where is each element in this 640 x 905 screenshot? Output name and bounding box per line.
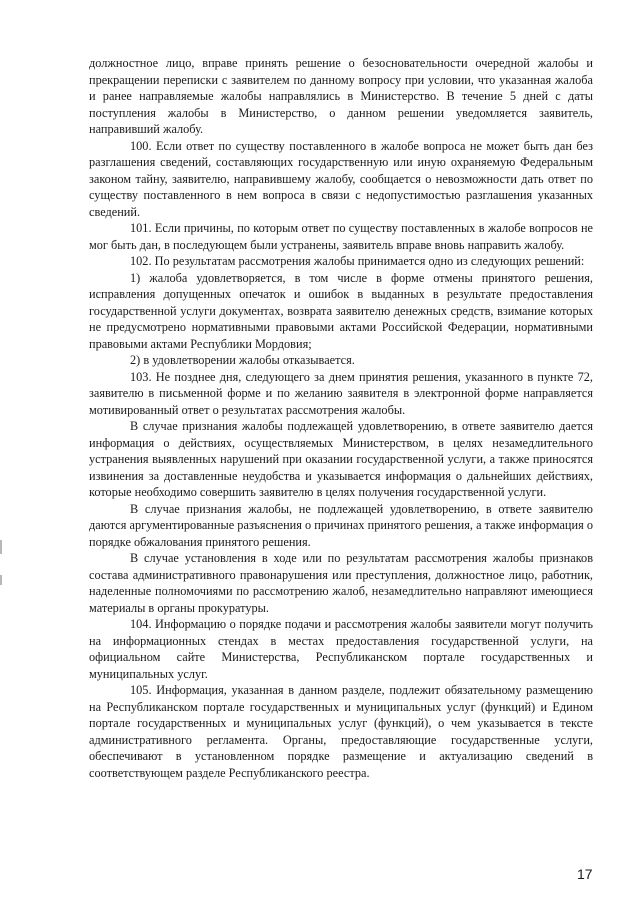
paragraph-102: 102. По результатам рассмотрения жалобы принимается одно из следующих решений: (130, 254, 585, 268)
paragraph-100: 100. Если ответ по существу поставленного в жалобе вопроса не может быть дан без разглашения сведений, составляющих государственную или иную охраняемую Федеральным законом тайну, заявителю, направившему жалобу, сообщается о невозможности дать ответ по существу поставленного в нем вопроса в связи с недопустимостью разглашения указанных сведений. (89, 138, 593, 219)
page-number: 17 (577, 866, 593, 882)
scan-binding-mark (0, 575, 2, 585)
document-body (89, 55, 593, 781)
paragraph-105: 105. Информация, указанная в данном разделе, подлежит обязательному размещению на Республиканском портале государственных и муниципальных услуг (функций) и Едином портале государственных и муниципальных услуг (функций), о чем указывается в тексте административного регламента. Органы, предоставляющие государственные услуги, обеспечивают в установленном порядке размещение и актуализацию сведений в соответствующем разделе Республиканского реестра. (89, 683, 593, 780)
paragraph-103-rejected: В случае признания жалобы, не подлежащей удовлетворению, в ответе заявителю даются аргументированные разъяснения о причинах принятого решения, а также информация о порядке обжалования принятого решения. (89, 501, 593, 549)
scan-binding-mark (0, 540, 2, 554)
paragraph-101: 101. Если причины, по которым ответ по существу поставленных в жалобе вопросов не мог быть дан, в последующем были устранены, заявитель вправе вновь направить жалобу. (89, 221, 593, 252)
paragraph-103-violation: В случае установления в ходе или по результатам рассмотрения жалобы признаков состава административного правонарушения или преступления, должностное лицо, работник, наделенные полномочиями по рассмотрению жалоб, незамедлительно направляют имеющиеся материалы в органы прокуратуры. (89, 551, 593, 615)
paragraph-104: 104. Информацию о порядке подачи и рассмотрения жалобы заявители могут получить на информационных стендах в местах предоставления государственной услуги, на официальном сайте Министерства, Республиканском портале государственных и муниципальных услуг. (89, 617, 593, 681)
paragraph-103: 103. Не позднее дня, следующего за днем принятия решения, указанного в пункте 72, заявителю в письменной форме и по желанию заявителя в электронной форме направляется мотивированный ответ о результатах рассмотрения жалобы. (89, 369, 593, 417)
paragraph-continuation: должностное лицо, вправе принять решение о безосновательности очередной жалобы и прекращении переписки с заявителем по данному вопросу при условии, что указанная жалоба и ранее направляемые жалобы направлялись в Министерство. В течение 5 дней с даты поступления жалобы в Министерство, о данном решении уведомляется заявитель, направивший жалобу. (89, 56, 593, 136)
paragraph-102-item-2: 2) в удовлетворении жалобы отказывается. (130, 353, 355, 367)
paragraph-103-satisfied: В случае признания жалобы подлежащей удовлетворению, в ответе заявителю дается информация о действиях, осуществляемых Министерством, в целях незамедлительного устранения выявленных нарушений при оказании государственной услуги, а также приносятся извинения за доставленные неудобства и указывается информация о дальнейших действиях, которые необходимо совершить заявителю в целях получения государственной услуги. (89, 419, 593, 499)
paragraph-102-item-1: 1) жалоба удовлетворяется, в том числе в форме отмены принятого решения, исправления допущенных опечаток и ошибок в выданных в результате предоставления государственной услуги документах, возврата заявителю денежных средств, взимание которых не предусмотрено нормативными правовыми актами Российской Федерации, нормативными правовыми актами Республики Мордовия; (89, 270, 593, 351)
